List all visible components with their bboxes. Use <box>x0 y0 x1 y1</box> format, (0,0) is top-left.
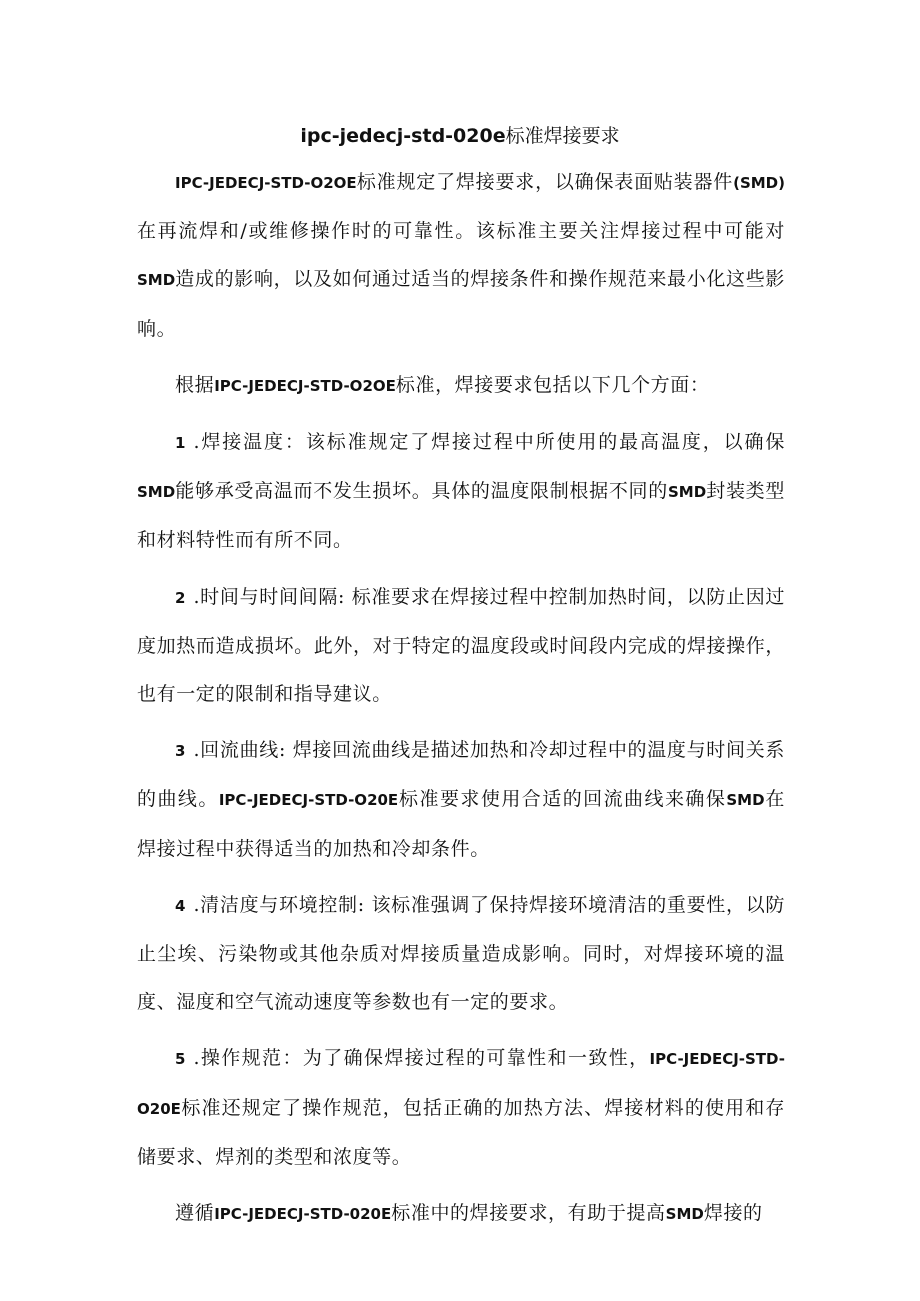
document-body <box>137 158 785 1246</box>
document-title <box>0 122 920 150</box>
paragraph-text: .回流曲线: 焊接回流曲线是描述加热和冷却过程中的温度与时间关系的曲线。 <box>137 739 785 811</box>
paragraph-text: .操作规范：为了确保焊接过程的可靠性和一致性， <box>193 1047 650 1070</box>
title-code: ipc-jedecj-std-020e <box>300 125 506 147</box>
latin-term: SMD <box>137 483 176 502</box>
paragraph-text: 标准中的焊接要求，有助于提高 <box>391 1202 666 1225</box>
list-number: 2 <box>175 588 186 607</box>
paragraph <box>137 881 785 1027</box>
paragraph <box>137 361 785 410</box>
paragraph-text: 造成的影响，以及如何通过适当的焊接条件和操作规范来最小化这些影响。 <box>137 268 785 340</box>
latin-term: SMD <box>665 1205 704 1224</box>
latin-term: SMD <box>726 791 765 810</box>
paragraph <box>137 418 785 565</box>
latin-term: (SMD) <box>733 174 785 192</box>
paragraph-text: 封装类型和材料特性而有所不同。 <box>137 480 785 552</box>
title-text: 标准焊接要求 <box>505 125 620 147</box>
paragraph-text: 能够承受高温而不发生损坏。具体的温度限制根据不同的 <box>175 480 668 503</box>
paragraph <box>137 1189 785 1238</box>
paragraph-text: 遵循 <box>175 1202 215 1225</box>
latin-term: SMD <box>137 271 176 290</box>
paragraph <box>137 573 785 719</box>
paragraph-text: .焊接温度：该标准规定了焊接过程中所使用的最高温度，以确保 <box>193 431 785 454</box>
paragraph-text: .清洁度与环境控制: 该标准强调了保持焊接环境清洁的重要性，以防止尘埃、污染物或其他杂质对焊接质量造成影响。同时，对焊接环境的温度、湿度和空气流动速度等参数也有一定的要求。 <box>137 893 785 1014</box>
list-number: 3 <box>175 742 186 761</box>
list-number: 5 <box>175 1050 186 1069</box>
paragraph-text: 标准规定了焊接要求，以确保表面贴装器件 <box>356 171 734 193</box>
latin-term: IPC-JEDECJ-STD-O20E <box>218 791 399 810</box>
paragraph-text: 标准，焊接要求包括以下几个方面： <box>395 373 710 396</box>
paragraph-text: .时间与时间间隔: 标准要求在焊接过程中控制加热时间，以防止因过度加热而造成损坏。此外，对于特定的温度段或时间段内完成的焊接操作，也有一定的限制和指导建议。 <box>137 585 785 706</box>
latin-term: IPC-JEDECJ-STD-O20E <box>137 1050 785 1118</box>
paragraph-text: 焊接的 <box>703 1202 763 1225</box>
paragraph-text: 在再流焊和/或维修操作时的可靠性。该标准主要关注焊接过程中可能对 <box>137 220 785 243</box>
paragraph-text: 在焊接过程中获得适当的加热和冷却条件。 <box>137 788 785 860</box>
latin-term: IPC-JEDEC <box>175 174 259 192</box>
list-number: 4 <box>175 896 186 915</box>
latin-term: SMD <box>667 483 707 502</box>
paragraph <box>137 1034 785 1181</box>
paragraph-text: 根据 <box>175 373 215 396</box>
latin-term: J-STD-O2OE <box>258 174 357 192</box>
paragraph-text: 标准还规定了操作规范，包括正确的加热方法、焊接材料的使用和存储要求、焊剂的类型和浓度等。 <box>137 1096 785 1168</box>
list-number: 1 <box>175 434 186 453</box>
paragraph <box>137 158 785 353</box>
latin-term: IPC-JEDECJ-STD-O2OE <box>214 376 396 395</box>
paragraph-text: 标准要求使用合适的回流曲线来确保 <box>398 788 727 811</box>
paragraph <box>137 726 785 873</box>
latin-term: IPC-JEDECJ-STD-020E <box>214 1205 392 1224</box>
